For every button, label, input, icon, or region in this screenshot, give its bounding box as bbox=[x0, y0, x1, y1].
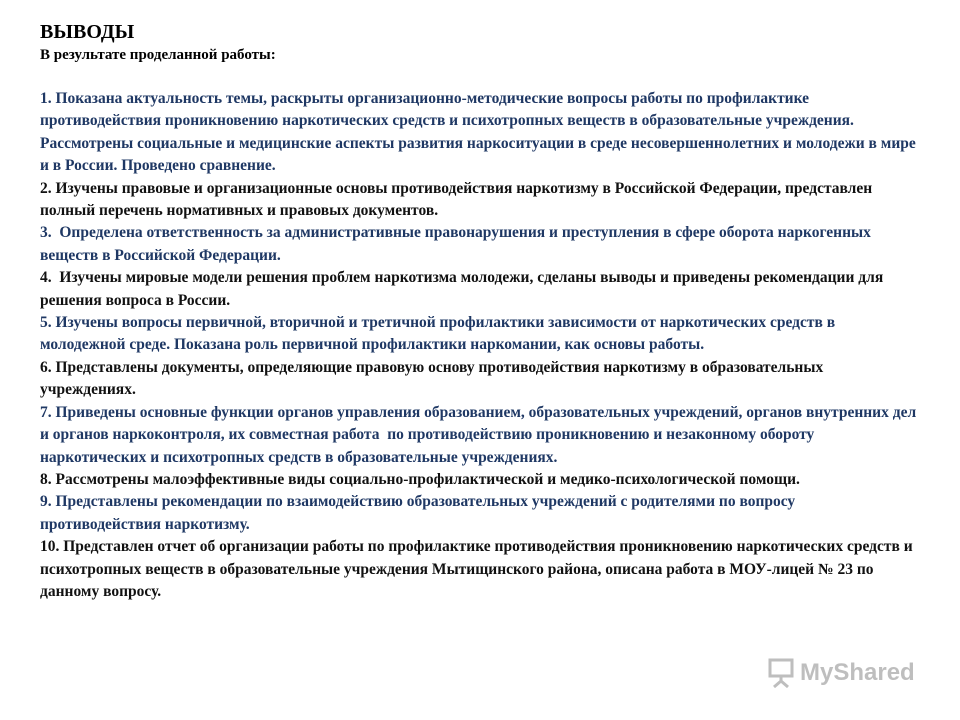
conclusion-paragraph-3: 3. Определена ответственность за административные правонарушения и преступления в сфере оборота наркогенных веществ в Российской Федерации. bbox=[40, 224, 875, 264]
presentation-board-icon bbox=[768, 658, 794, 688]
conclusion-paragraph-9: 9. Представлены рекомендации по взаимодействию образовательных учреждений с родителями по вопросу противодействия наркотизму. bbox=[40, 493, 800, 533]
conclusion-paragraph-1b: Рассмотрены социальные и медицинские аспекты развития наркоситуации в среде несовершеннолетних и молодежи в мире и в России. Проведено сравнение. bbox=[40, 134, 920, 175]
conclusion-paragraph-4: 4. Изучены мировые модели решения проблем наркотизма молодежи, сделаны выводы и приведены рекомендации для решения вопроса в России. bbox=[40, 269, 888, 309]
myshared-watermark bbox=[768, 658, 915, 688]
conclusion-paragraph-2: 2. Изучены правовые и организационные основы противодействия наркотизму в Российской Федерации, представлен полный перечень нормативных и правовых документов. bbox=[40, 179, 877, 220]
slide-title: ВЫВОДЫ bbox=[40, 21, 135, 43]
conclusion-paragraph-5: 5. Изучены вопросы первичной, вторичной и третичной профилактики зависимости от наркотических средств в молодежной среде. Показана роль первичной профилактики наркомании, как основы работы. bbox=[40, 314, 839, 354]
slide-content bbox=[40, 20, 920, 603]
conclusion-paragraph-1: 1. Показана актуальность темы, раскрыты организационно-методические вопросы работы по профилактике противодействия проникновению наркотических средств и психотропных веществ в образовательные учреждения. bbox=[40, 90, 854, 130]
conclusion-paragraph-8: 8. Рассмотрены малоэффективные виды социально-профилактической и медико-психологической помощи. bbox=[40, 470, 800, 488]
slide-subtitle: В результате проделанной работы: bbox=[40, 47, 276, 63]
conclusion-paragraph-7: 7. Приведены основные функции органов управления образованием, образовательных учреждений, органов внутренних дел и органов наркоконтроля, их совместная работа по противодействию проникновению и незаконному обороту наркотических и психотропных средств в образовательные учреждениях. bbox=[40, 403, 921, 466]
watermark-text: MyShared bbox=[800, 659, 915, 686]
conclusion-paragraph-10: 10. Представлен отчет об организации работы по профилактике противодействия проникновению наркотических средств и психотропных веществ в образовательные учреждения Мытищинского района, описана работа в МОУ-лицей № 23 по данному вопросу. bbox=[40, 538, 917, 600]
conclusion-paragraph-6: 6. Представлены документы, определяющие правовую основу противодействия наркотизму в образовательных учреждениях. bbox=[40, 358, 828, 399]
